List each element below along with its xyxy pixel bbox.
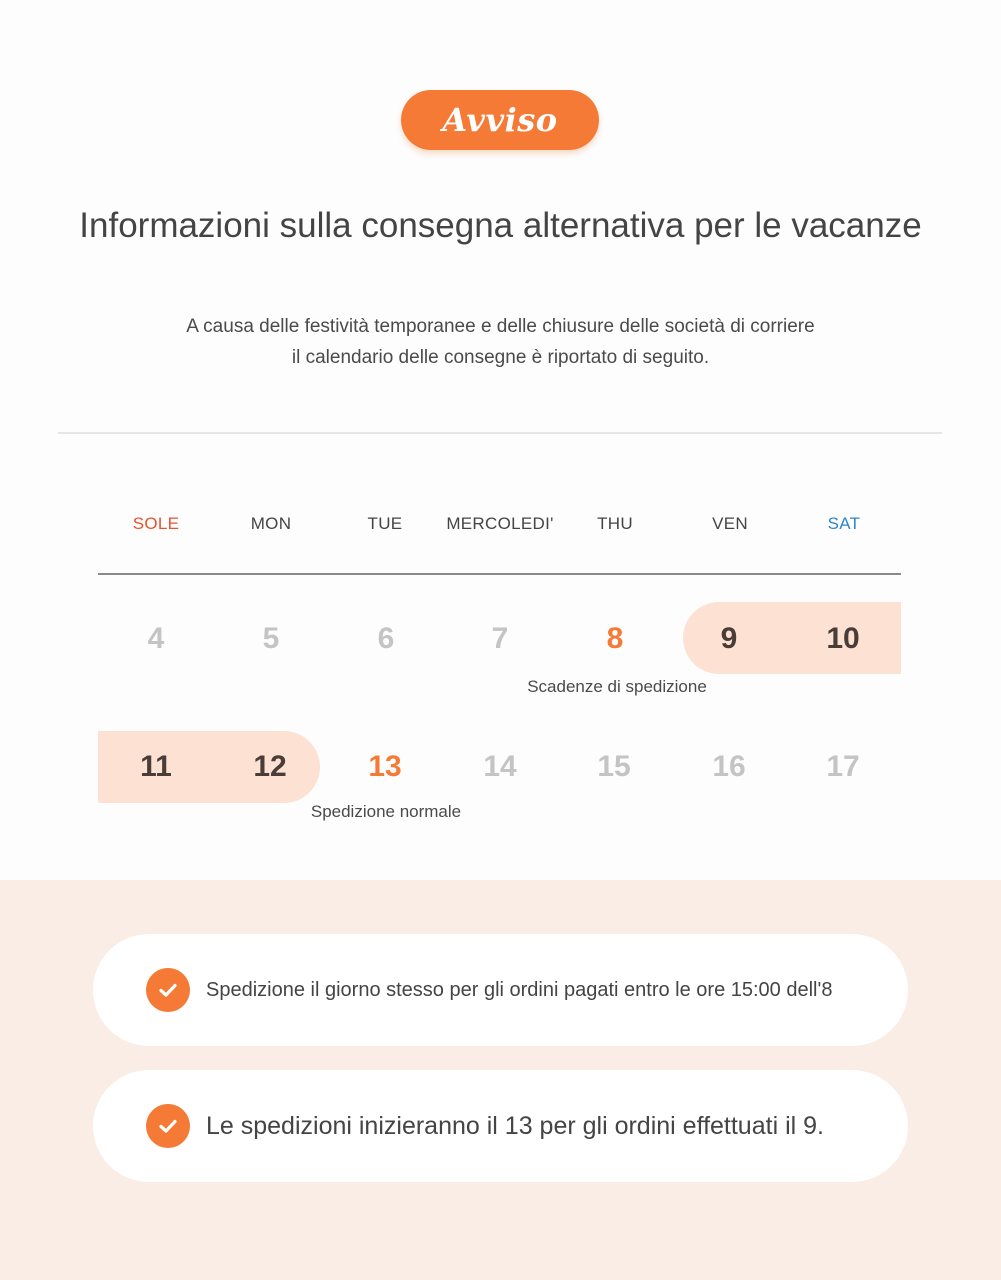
- calendar-day: 4: [147, 622, 165, 655]
- calendar-day: 15: [597, 750, 631, 783]
- calendar-day-holiday: 11: [140, 750, 172, 783]
- calendar-day-holiday: 12: [253, 750, 287, 783]
- notice-badge: [401, 90, 599, 150]
- weekday-tuesday: TUE: [367, 514, 403, 533]
- description: [0, 311, 1001, 373]
- calendar-day: 16: [712, 750, 746, 783]
- info-text-same-day: Spedizione il giorno stesso per gli ordini pagati entro le ore 15:00 dell'8: [206, 978, 833, 1001]
- weekday-saturday: SAT: [827, 514, 861, 533]
- normal-shipping-note: Spedizione normale: [310, 802, 462, 821]
- section-divider: [58, 432, 942, 434]
- deadline-note: Scadenze di spedizione: [527, 677, 707, 696]
- calendar-day-resume: 13: [368, 750, 402, 783]
- calendar-day: 7: [491, 622, 509, 655]
- check-icon: [146, 968, 190, 1012]
- description-line-1: A causa delle festività temporanee e delle chiusure delle società di corriere: [186, 316, 815, 337]
- info-text-resume: Le spedizioni inizieranno il 13 per gli ordini effettuati il 9.: [206, 1111, 824, 1140]
- badge-label: Avviso: [442, 101, 558, 139]
- weekday-friday: VEN: [712, 514, 748, 533]
- calendar-day: 5: [262, 622, 280, 655]
- calendar-day: 14: [483, 750, 517, 783]
- calendar-day: 17: [826, 750, 860, 783]
- page-title: Informazioni sulla consegna alternativa per le vacanze: [79, 206, 922, 245]
- calendar-day-holiday: 10: [826, 622, 860, 655]
- calendar-day-holiday: 9: [720, 622, 738, 655]
- weekday-sunday: SOLE: [132, 514, 180, 533]
- check-icon: [146, 1104, 190, 1148]
- calendar-day-deadline: 8: [606, 622, 624, 655]
- weekday-thursday: THU: [597, 514, 633, 533]
- calendar-day: 6: [377, 622, 395, 655]
- description-line-2: il calendario delle consegne è riportato di seguito.: [291, 347, 710, 368]
- info-card-resume: [93, 1070, 908, 1182]
- weekday-wednesday: MERCOLEDI': [446, 514, 554, 533]
- calendar-header-rule: [98, 573, 901, 575]
- weekday-monday: MON: [250, 514, 292, 533]
- info-card-same-day: [93, 934, 908, 1046]
- info-section: [0, 880, 1001, 1280]
